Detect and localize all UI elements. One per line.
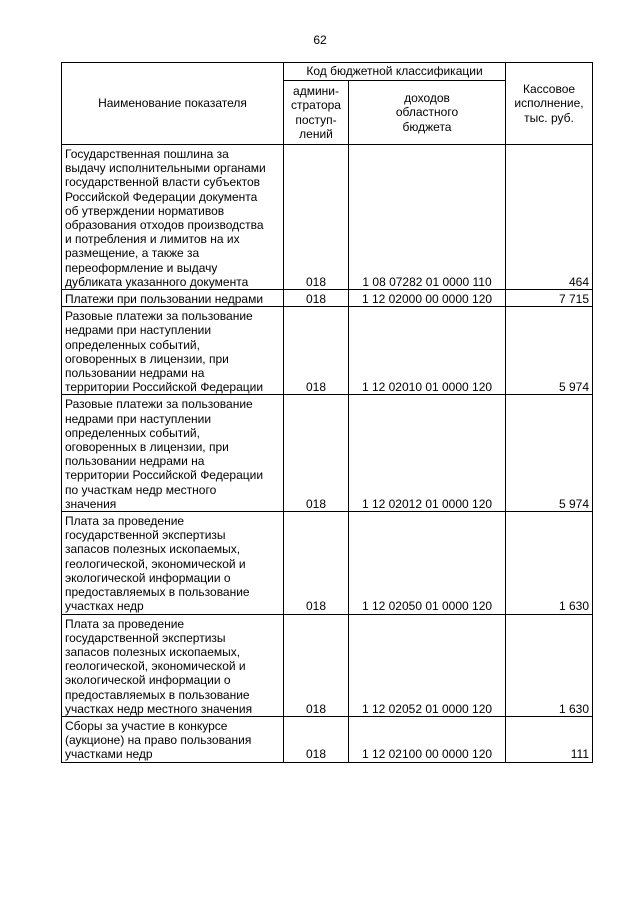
table-row <box>62 395 593 512</box>
row-income-code: 1 12 02052 01 0000 120 <box>349 614 506 716</box>
table-row <box>62 307 593 395</box>
row-admin-code: 018 <box>284 290 349 307</box>
row-amount: 7 715 <box>506 290 593 307</box>
row-admin-code: 018 <box>284 307 349 395</box>
table-row <box>62 512 593 614</box>
header-name-column: Наименование показателя <box>62 63 284 145</box>
header-amount-column: Кассовое исполнение, тыс. руб. <box>506 63 593 145</box>
row-name: Плата за проведение государственной экспертизы запасов полезных ископаемых, геологической, экономической и экологической информации о предоставляемых в пользование участках недр местного значения <box>62 614 284 716</box>
row-income-code: 1 12 02050 01 0000 120 <box>349 512 506 614</box>
budget-table <box>61 62 593 763</box>
table-row <box>62 716 593 762</box>
row-name: Сборы за участие в конкурсе (аукционе) на право пользования участками недр <box>62 716 284 762</box>
row-admin-code: 018 <box>284 512 349 614</box>
row-income-code: 1 12 02100 00 0000 120 <box>349 716 506 762</box>
row-admin-code: 018 <box>284 716 349 762</box>
header-kbk-group: Код бюджетной классификации <box>284 63 506 81</box>
table-row <box>62 290 593 307</box>
row-amount: 1 630 <box>506 614 593 716</box>
row-income-code: 1 08 07282 01 0000 110 <box>349 145 506 290</box>
row-admin-code: 018 <box>284 145 349 290</box>
row-amount: 5 974 <box>506 395 593 512</box>
row-income-code: 1 12 02000 00 0000 120 <box>349 290 506 307</box>
header-income-column: доходов областного бюджета <box>349 81 506 145</box>
row-name: Государственная пошлина за выдачу исполнительными органами государственной власти субъектов Российской Федерации документа об утверждении нормативов образования отходов производства и потребления и лимитов на их размещение, а также за переоформление и выдачу дубликата указанного документа <box>62 145 284 290</box>
page-number: 62 <box>313 33 327 47</box>
header-admin-column: админи- стратора поступ- лений <box>284 81 349 145</box>
row-income-code: 1 12 02012 01 0000 120 <box>349 395 506 512</box>
row-name: Разовые платежи за пользование недрами при наступлении определенных событий, оговоренных в лицензии, при пользовании недрами на территории Российской Федерации по участкам недр местного значения <box>62 395 284 512</box>
row-admin-code: 018 <box>284 395 349 512</box>
row-amount: 5 974 <box>506 307 593 395</box>
row-income-code: 1 12 02010 01 0000 120 <box>349 307 506 395</box>
row-amount: 111 <box>506 716 593 762</box>
row-amount: 464 <box>506 145 593 290</box>
table-row <box>62 614 593 716</box>
row-name: Разовые платежи за пользование недрами при наступлении определенных событий, оговоренных в лицензии, при пользовании недрами на территории Российской Федерации <box>62 307 284 395</box>
table-row <box>62 145 593 290</box>
row-amount: 1 630 <box>506 512 593 614</box>
row-name: Платежи при пользовании недрами <box>62 290 284 307</box>
row-admin-code: 018 <box>284 614 349 716</box>
row-name: Плата за проведение государственной экспертизы запасов полезных ископаемых, геологической, экономической и экологической информации о предоставляемых в пользование участках недр <box>62 512 284 614</box>
